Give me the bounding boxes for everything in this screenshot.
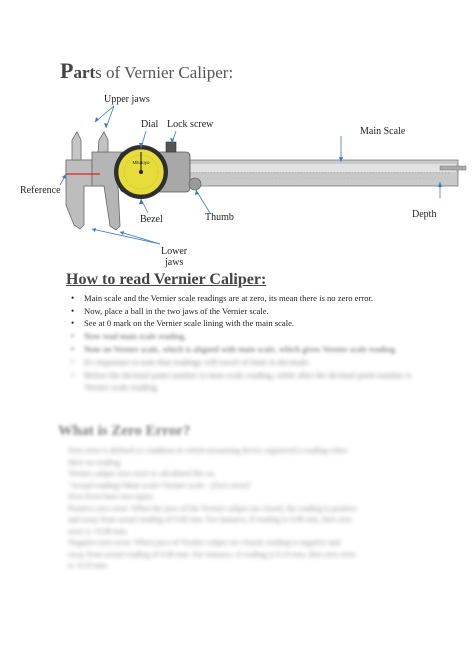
thumb-wheel — [189, 178, 201, 190]
label-lower-jaws-line1: Lower — [161, 246, 188, 257]
label-upper-jaws: Upper jaws — [104, 94, 150, 105]
list-item: • Main scale and the Vernier scale readings are at zero, its mean there is no zero error. — [68, 292, 418, 304]
list-item: • Before the decimal point number is main scale reading, while after the decimal point number is Vernier scale reading. — [68, 369, 418, 393]
paragraph-line: error is +0.08 mm. — [68, 526, 128, 536]
paragraph-line: and away from actual reading of 0.00 mm. For instance, if reading is 0.08 mm, then zero — [68, 515, 352, 524]
page-title: Parts of Vernier Caliper: — [60, 58, 234, 83]
paragraph-line: there no reading. — [68, 457, 122, 467]
paragraph-line: Vernier caliper zero error is calculated like so. — [68, 469, 216, 478]
list-item: • It's important to note that readings will travel of limit to decimals. — [68, 356, 418, 368]
how-to-heading: How to read Vernier Caliper: — [66, 271, 267, 288]
list-item: • Now read main scale reading. — [68, 330, 418, 342]
label-reference: Reference — [20, 185, 61, 196]
label-lower-jaws-line2: jaws — [165, 257, 184, 268]
depth-rod — [440, 166, 466, 170]
label-dial: Dial — [141, 119, 159, 130]
upper-fixed-jaw — [72, 132, 81, 160]
label-lock-screw: Lock screw — [167, 119, 214, 130]
zero-error-heading: What is Zero Error? — [58, 423, 191, 439]
fixed-jaw — [66, 160, 92, 229]
list-item: • See at 0 mark on the Vernier scale lining with the main scale. — [68, 317, 418, 329]
label-bezel: Bezel — [140, 214, 163, 225]
label-depth: Depth — [412, 209, 437, 220]
label-main-scale: Main Scale — [360, 126, 406, 137]
paragraph-line: Zero Error have two types: — [68, 492, 155, 501]
zero-error-text — [68, 445, 398, 572]
how-to-list — [68, 292, 418, 394]
paragraph-line: is -0.10 mm. — [68, 561, 109, 570]
list-item: • Note on Vernier scale, which is aligned with main scale, which gives Vernier scale reading. — [68, 343, 418, 355]
paragraph-line: away from actual reading of 0.00 mm. For instance, if reading is 0.10 mm, then zero error — [68, 549, 356, 559]
label-thumb: Thumb — [205, 212, 234, 223]
paragraph-line: Positive zero error: When the jaws of the Vernier caliper are closed, the reading is positive — [68, 503, 357, 513]
paragraph-line: Zero error is defined as condition in which measuring device registered a reading when — [68, 446, 348, 455]
lock-screw — [166, 142, 176, 152]
paragraph-line: Negative zero error: When jaws of Vernier caliper are closed, reading is negative and — [68, 538, 341, 547]
upper-sliding-jaw — [98, 132, 108, 152]
dial-brand: Mitutoyo — [132, 160, 150, 165]
list-item: • Now, place a ball in the two jaws of the Vernier scale. — [68, 305, 418, 317]
paragraph-line: "Actual reading=Main scale+Vernier scale - (Zero error)" — [68, 480, 252, 490]
